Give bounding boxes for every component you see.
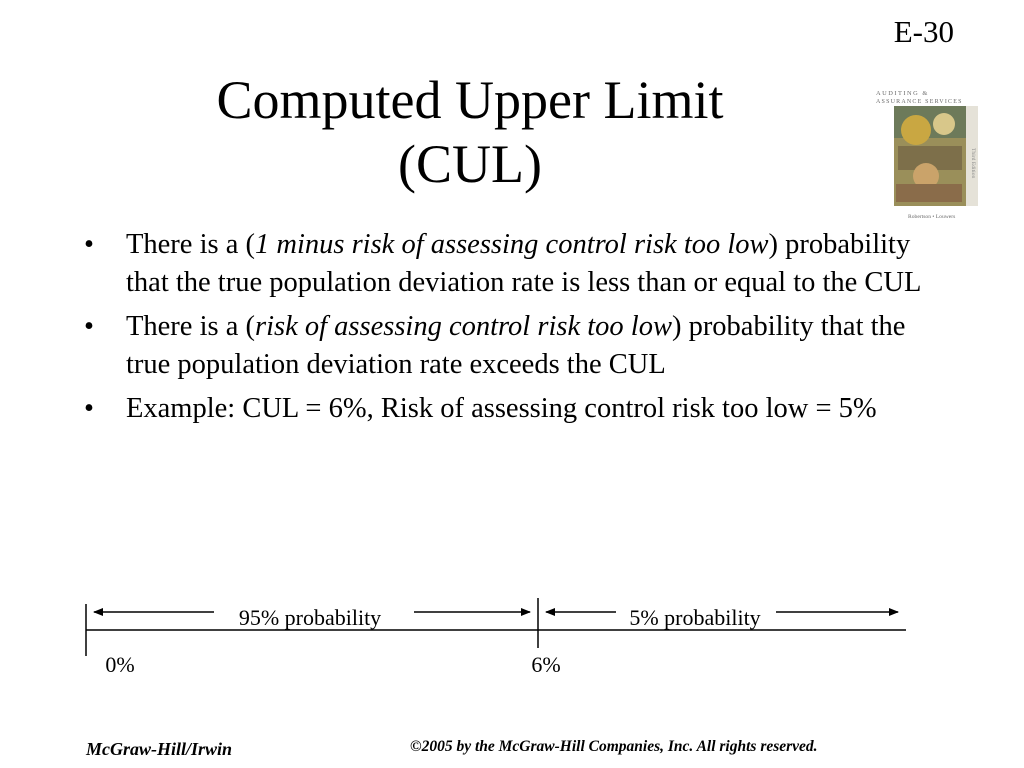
tick-label-zero: 0% xyxy=(105,652,135,677)
bullet-text-post: ) probability that the true population deviation rate is less than or equal to the CUL xyxy=(126,229,922,298)
bullet-dot: • xyxy=(84,229,94,260)
right-probability-label: 5% probability xyxy=(629,605,761,630)
left-probability-label: 95% probability xyxy=(238,605,382,630)
book-cover-title-bottom: ASSURANCE SERVICES xyxy=(876,99,963,105)
bullet-list xyxy=(84,226,924,434)
bullet-item xyxy=(84,390,924,428)
bullet-item xyxy=(84,226,924,302)
book-cover-title-top: AUDITING & xyxy=(876,90,929,97)
footer-publisher: McGraw-Hill/Irwin xyxy=(86,739,233,759)
book-cover-spine: Third Edition xyxy=(970,148,976,179)
book-cover-image xyxy=(868,84,992,224)
slide-title xyxy=(120,68,820,196)
bullet-dot: • xyxy=(84,393,94,424)
bullet-text-pre: There is a ( xyxy=(126,311,255,342)
title-line-2: (CUL) xyxy=(398,134,542,194)
bullet-text-post: ) probability that the true population deviation rate exceeds the CUL xyxy=(126,311,906,380)
bullet-text-pre: There is a ( xyxy=(126,229,255,260)
bullet-dot: • xyxy=(84,311,94,342)
tick-label-six: 6% xyxy=(531,652,561,677)
title-line-1: Computed Upper Limit xyxy=(216,70,724,130)
bullet-text-italic: risk of assessing control risk too low xyxy=(254,311,672,342)
bullet-item xyxy=(84,308,924,384)
book-cover-authors: Robertson • Louwers xyxy=(908,214,956,220)
slide-number: E-30 xyxy=(893,14,954,49)
footer-copyright: ©2005 by the McGraw-Hill Companies, Inc. All rights reserved. xyxy=(410,738,818,755)
bullet-text-pre: Example: CUL = 6%, Risk of assessing control risk too low = 5% xyxy=(126,393,877,424)
bullet-text-italic: 1 minus risk of assessing control risk too low xyxy=(254,229,769,260)
probability-diagram xyxy=(80,592,920,692)
